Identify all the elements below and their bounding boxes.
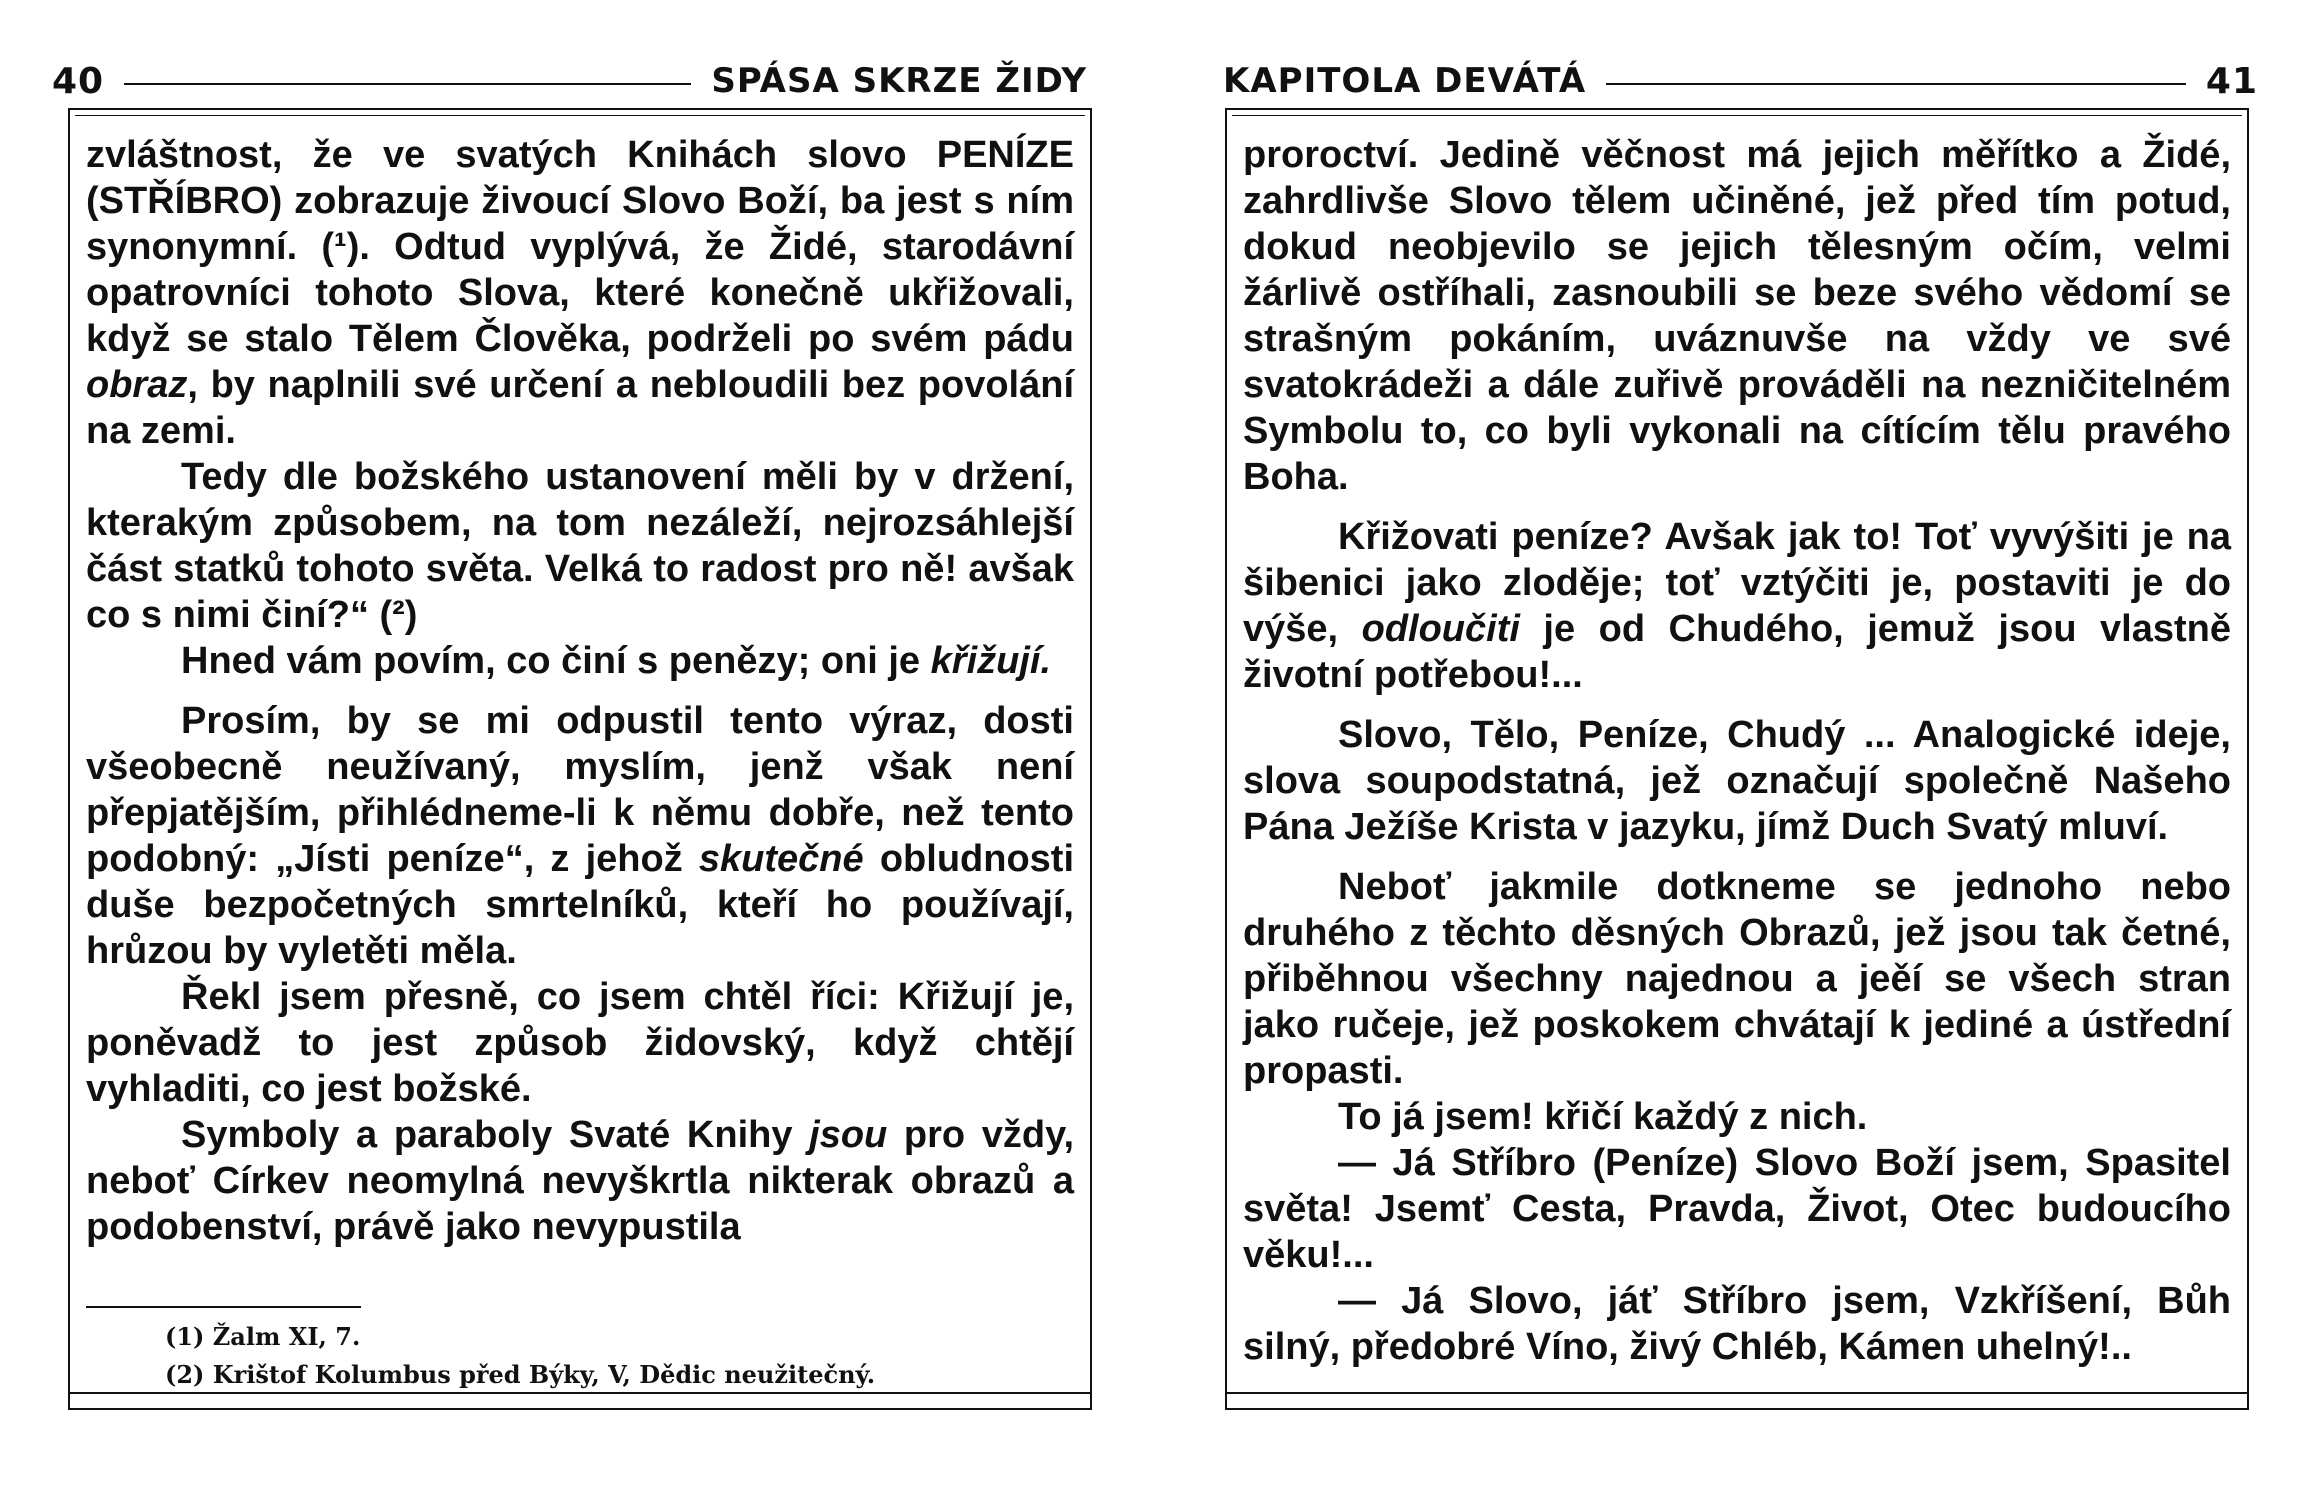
- right-header-rule: [1606, 83, 2186, 85]
- left-header-title: SPÁSA SKRZE ŽIDY: [711, 61, 1087, 101]
- right-paragraph-2: Křižovati peníze? Avšak jak to! Toť vyvýšiti je na šibenici jako zloděje; toť vztýčiti je, postaviti je do výše, odloučiti je od Chudého, jemuž jsou vlastně životní potřebou!...: [1243, 516, 2232, 696]
- right-paragraph-5: To já jsem! křičí každý z nich.: [1338, 1096, 1868, 1138]
- right-paragraph-6: — Já Stříbro (Peníze) Slovo Boží jsem, Spasitel světa! Jsemť Cesta, Pravda, Život, Otec budoucího věku!...: [1243, 1142, 2231, 1276]
- right-running-header: [1223, 56, 2258, 106]
- right-paragraph-1: proroctví. Jedině věčnost má jejich měřítko a Židé, zahrdlivše Slovo tělem učiněné, jež před tím potud, dokud neobjevilo se jejich tělesným očím, velmi žárlivě ostříhali, zasnoubili se beze svého vědomí se strašným pokáním, uváznuvše na vždy ve své svatokrádeži a dále zuřivě prováděli na nezničitelném Symbolu to, co byli vykonali na cítícím tělu pravého Boha.: [1243, 134, 2231, 498]
- left-paragraph-2: Tedy dle božského ustanovení měli by v držení, kterakým způsobem, na tom nezáleží, nejrozsáhlejší část statků tohoto světa. Velká to radost pro ně! avšak co s nimi činí?“ (²): [86, 456, 1074, 636]
- footnote-1: (1) Žalm XI, 7.: [165, 1322, 361, 1351]
- right-paragraph-4: Neboť jakmile dotkneme se jednoho nebo druhého z těchto děsných Obrazů, jež jsou tak četné, přiběhnou všechny najednou a jeěí se všech stran jako ručeje, jež poskokem chvátají k jediné a ústřední propasti.: [1243, 866, 2231, 1092]
- left-text-frame: [68, 108, 1092, 1410]
- right-header-title: KAPITOLA DEVÁTÁ: [1223, 61, 1587, 101]
- right-text-frame: [1225, 108, 2249, 1410]
- right-bottom-rule: [1225, 1392, 2249, 1410]
- footnote-2: (2) Krištof Kolumbus před Býky, V, Dědic neužitečný.: [165, 1360, 876, 1389]
- left-paragraph-4: Prosím, by se mi odpustil tento výraz, dosti všeobecně neužívaný, myslím, jenž však není přepjatějším, přihlédneme-li k němu dobře, než tento podobný: „Jísti peníze“, z jehož skutečné obludnosti duše bezpočetných smrtelníků, kteří ho používají, hrůzou by vyletěti měla.: [86, 700, 1075, 972]
- footnote-rule: [86, 1306, 361, 1308]
- left-running-header: [52, 56, 1087, 106]
- right-page-number: 41: [2205, 60, 2258, 102]
- right-page: [1155, 0, 2310, 1500]
- left-header-rule: [124, 83, 691, 85]
- footnotes: [165, 1318, 875, 1394]
- right-paragraph-3: Slovo, Tělo, Peníze, Chudý ... Analogické ideje, slova soupodstatná, jež označují společně Našeho Pána Ježíše Krista v jazyku, jímž Duch Svatý mluví.: [1243, 714, 2231, 848]
- left-body-text: [86, 132, 1074, 1250]
- left-page-number: 40: [52, 60, 105, 102]
- right-body-text: [1243, 132, 2231, 1370]
- left-paragraph-6: Symboly a paraboly Svaté Knihy jsou pro vždy, neboť Církev neomylná nevyškrtla nikterak obrazů a podobenství, právě jako nevypustila: [86, 1114, 1075, 1248]
- left-bottom-rule: [68, 1392, 1092, 1410]
- right-paragraph-7: — Já Slovo, jáť Stříbro jsem, Vzkříšení, Bůh silný, předobré Víno, živý Chléb, Kámen uhelný!..: [1243, 1280, 2231, 1368]
- left-paragraph-3: Hned vám povím, co činí s penězy; oni je křižují.: [181, 640, 1052, 682]
- left-paragraph-1: zvláštnost, že ve svatých Knihách slovo PENÍZE (STŘÍBRO) zobrazuje živoucí Slovo Boží, ba jest s ním synonymní. (¹). Odtud vyplývá, že Židé, starodávní opatrovníci tohoto Slova, které konečně ukřižovali, když se stalo Tělem Člověka, podrželi po svém pádu obraz, by naplnili své určení a nebloudili bez povolání na zemi.: [86, 134, 1074, 452]
- left-paragraph-5: Řekl jsem přesně, co jsem chtěl říci: Křižují je, poněvadž to jest způsob židovský, když chtějí vyhladiti, co jest božské.: [86, 976, 1074, 1110]
